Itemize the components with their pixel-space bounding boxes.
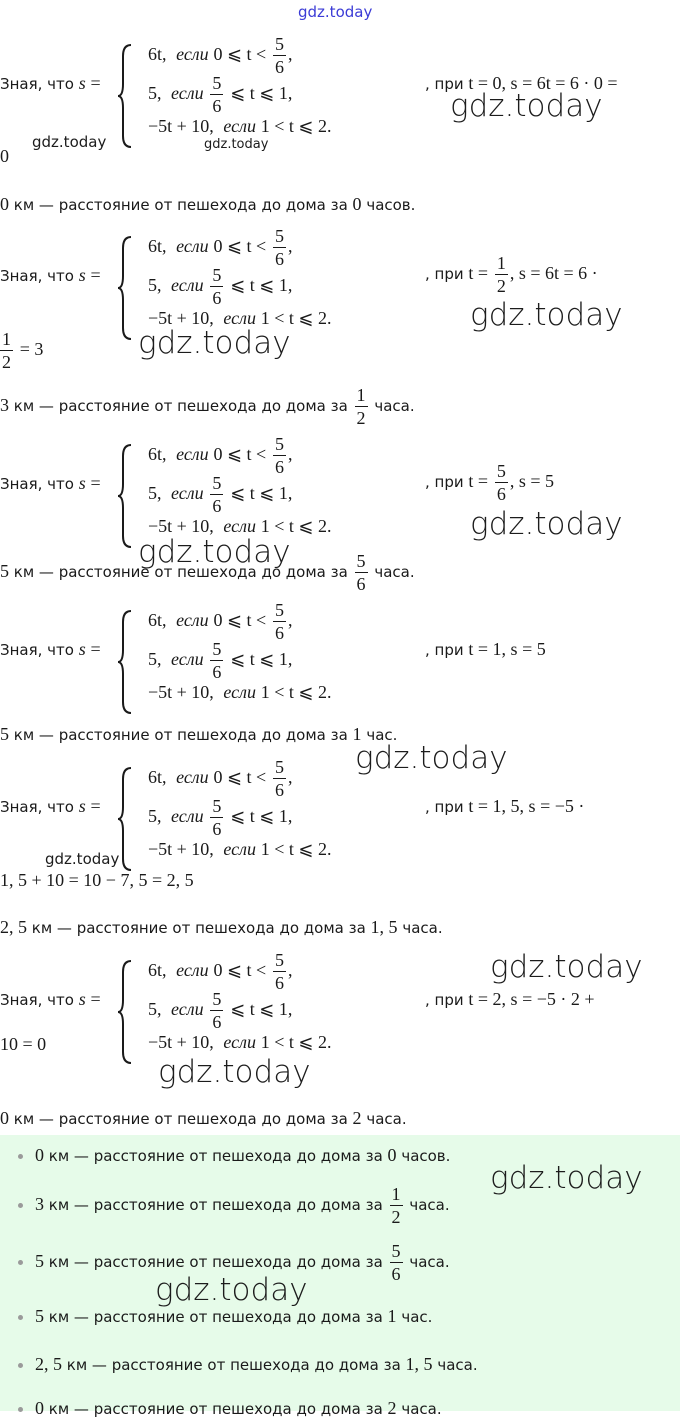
watermark: gdz.today <box>298 3 373 21</box>
left-brace-icon <box>118 610 132 714</box>
continuation: 10 = 0 <box>0 1034 47 1054</box>
watermark: gdz.today <box>470 297 623 333</box>
case-2: 5, если $\frac{5}{6}$ ⩽ t ⩽ 1, <box>148 473 293 516</box>
watermark: gdz.today <box>32 133 107 151</box>
case-2: 5, если $\frac{5}{6}$ ⩽ t ⩽ 1, <box>148 989 293 1032</box>
result-line: 2, 5 км — расстояние от пешехода до дома за 1, 5 часа. <box>0 917 443 937</box>
watermark: gdz.today <box>490 949 643 985</box>
bullet-icon <box>18 1315 23 1320</box>
continuation: 1, 5 + 10 = 10 − 7, 5 = 2, 5 <box>0 870 194 890</box>
given-label: Зная, что <box>0 75 74 93</box>
case-1: 6t, если 0 ⩽ t < $\frac{5}{6}$ , <box>148 34 293 77</box>
bullet-icon <box>18 1260 23 1265</box>
watermark: gdz.today <box>45 850 120 868</box>
condition: , при t = 1, 5, s = −5 · <box>425 796 585 816</box>
left-brace-icon <box>118 444 132 548</box>
continuation: 0 <box>0 146 9 166</box>
list-item: 0 км — расстояние от пешехода до дома за 2 часа. <box>18 1398 442 1419</box>
case-3: −5t + 10, если 1 < t ⩽ 2. <box>148 1032 332 1052</box>
equals-sign: = <box>90 73 101 93</box>
list-item: 5 км — расстояние от пешехода до дома за 1 час. <box>18 1306 432 1327</box>
case-block-6: Зная, что s = 6t, если 0 ⩽ t < $\frac{5}{6}$ , 5, если $\frac{5}{6}$ ⩽ t ⩽ 1, −5t + 10, если 1 < t ⩽ 2. , при t = 2, s = −5 · 2 + <box>0 936 680 1066</box>
watermark: gdz.today <box>204 137 269 152</box>
case-3: −5t + 10, если 1 < t ⩽ 2. <box>148 116 332 136</box>
left-brace-icon <box>118 960 132 1064</box>
watermark: gdz.today <box>450 88 603 124</box>
case-block-2: Зная, что s = 6t, если 0 ⩽ t < $\frac{5}{6}$ , 5, если $\frac{5}{6}$ ⩽ t ⩽ 1, −5t + 10, если 1 < t ⩽ 2. , при t = $\frac{1}{2}$ , s = 6t = 6 · <box>0 212 680 342</box>
continuation: $\frac{1}{2}$ = 3 <box>2 329 44 372</box>
case-2: 5, если $\frac{5}{6}$ ⩽ t ⩽ 1, <box>148 796 293 839</box>
bullet-icon <box>18 1154 23 1159</box>
list-item: 5 км — расстояние от пешехода до дома за $\frac{5}{6}$ часа. <box>18 1242 450 1283</box>
condition: , при t = 1, s = 5 <box>425 639 546 659</box>
left-brace-icon <box>118 767 132 871</box>
case-2: 5, если $\frac{5}{6}$ ⩽ t ⩽ 1, <box>148 639 293 682</box>
case-block-1 <box>0 20 680 150</box>
case-3: −5t + 10, если 1 < t ⩽ 2. <box>148 308 332 328</box>
condition: , при t = $\frac{1}{2}$ , s = 6t = 6 · <box>425 253 598 296</box>
s-variable: s <box>78 73 86 93</box>
watermark: gdz.today <box>470 506 623 542</box>
watermark: gdz.today <box>355 740 508 776</box>
case-3: −5t + 10, если 1 < t ⩽ 2. <box>148 682 332 702</box>
watermark: gdz.today <box>138 325 291 361</box>
result-line: 5 км — расстояние от пешехода до дома за 1 час. <box>0 724 398 744</box>
watermark: gdz.today <box>138 534 291 570</box>
result-line: 3 км — расстояние от пешехода до дома за $\frac{1}{2}$ часа. <box>0 385 415 428</box>
case-3: −5t + 10, если 1 < t ⩽ 2. <box>148 839 332 859</box>
bullet-icon <box>18 1203 23 1208</box>
result-line: 0 км — расстояние от пешехода до дома за 2 часа. <box>0 1108 407 1128</box>
case-1: 6t, если 0 ⩽ t < $\frac{5}{6}$ , <box>148 600 293 643</box>
case-block-4: Зная, что s = 6t, если 0 ⩽ t < $\frac{5}{6}$ , 5, если $\frac{5}{6}$ ⩽ t ⩽ 1, −5t + 10, если 1 < t ⩽ 2. , при t = 1, s = 5 <box>0 586 680 716</box>
list-item: 0 км — расстояние от пешехода до дома за 0 часов. <box>18 1145 450 1166</box>
result-line: 0 км — расстояние от пешехода до дома за 0 часов. <box>0 194 416 214</box>
bullet-icon <box>18 1407 23 1412</box>
left-brace-icon <box>118 236 132 340</box>
case-1: 6t, если 0 ⩽ t < $\frac{5}{6}$ , <box>148 434 293 477</box>
case-block-5: Зная, что s = 6t, если 0 ⩽ t < $\frac{5}{6}$ , 5, если $\frac{5}{6}$ ⩽ t ⩽ 1, −5t + 10, если 1 < t ⩽ 2. , при t = 1, 5, s = −5 · <box>0 743 680 873</box>
watermark: gdz.today <box>155 1272 308 1308</box>
watermark: gdz.today <box>158 1054 311 1090</box>
case-3: −5t + 10, если 1 < t ⩽ 2. <box>148 516 332 536</box>
case-2: 5, если $\frac{5}{6}$ ⩽ t ⩽ 1, <box>148 73 293 116</box>
watermark: gdz.today <box>490 1160 643 1196</box>
result-line: 5 км — расстояние от пешехода до дома за $\frac{5}{6}$ часа. <box>0 551 415 594</box>
case-block-3: Зная, что s = 6t, если 0 ⩽ t < $\frac{5}{6}$ , 5, если $\frac{5}{6}$ ⩽ t ⩽ 1, −5t + 10, если 1 < t ⩽ 2. , при t = $\frac{5}{6}$ , s = 5 <box>0 420 680 550</box>
case-2: 5, если $\frac{5}{6}$ ⩽ t ⩽ 1, <box>148 265 293 308</box>
left-brace-icon <box>118 44 132 148</box>
condition: , при t = 0, s = 6t = 6 · 0 = <box>425 73 618 93</box>
condition: , при t = $\frac{5}{6}$ , s = 5 <box>425 461 554 504</box>
case-1: 6t, если 0 ⩽ t < $\frac{5}{6}$ , <box>148 757 293 800</box>
bullet-icon <box>18 1363 23 1368</box>
list-item: 3 км — расстояние от пешехода до дома за $\frac{1}{2}$ часа. <box>18 1185 450 1226</box>
condition: , при t = 2, s = −5 · 2 + <box>425 989 595 1009</box>
case-1: 6t, если 0 ⩽ t < $\frac{5}{6}$ , <box>148 950 293 993</box>
list-item: 2, 5 км — расстояние от пешехода до дома за 1, 5 часа. <box>18 1354 478 1375</box>
case-1: 6t, если 0 ⩽ t < $\frac{5}{6}$ , <box>148 226 293 269</box>
